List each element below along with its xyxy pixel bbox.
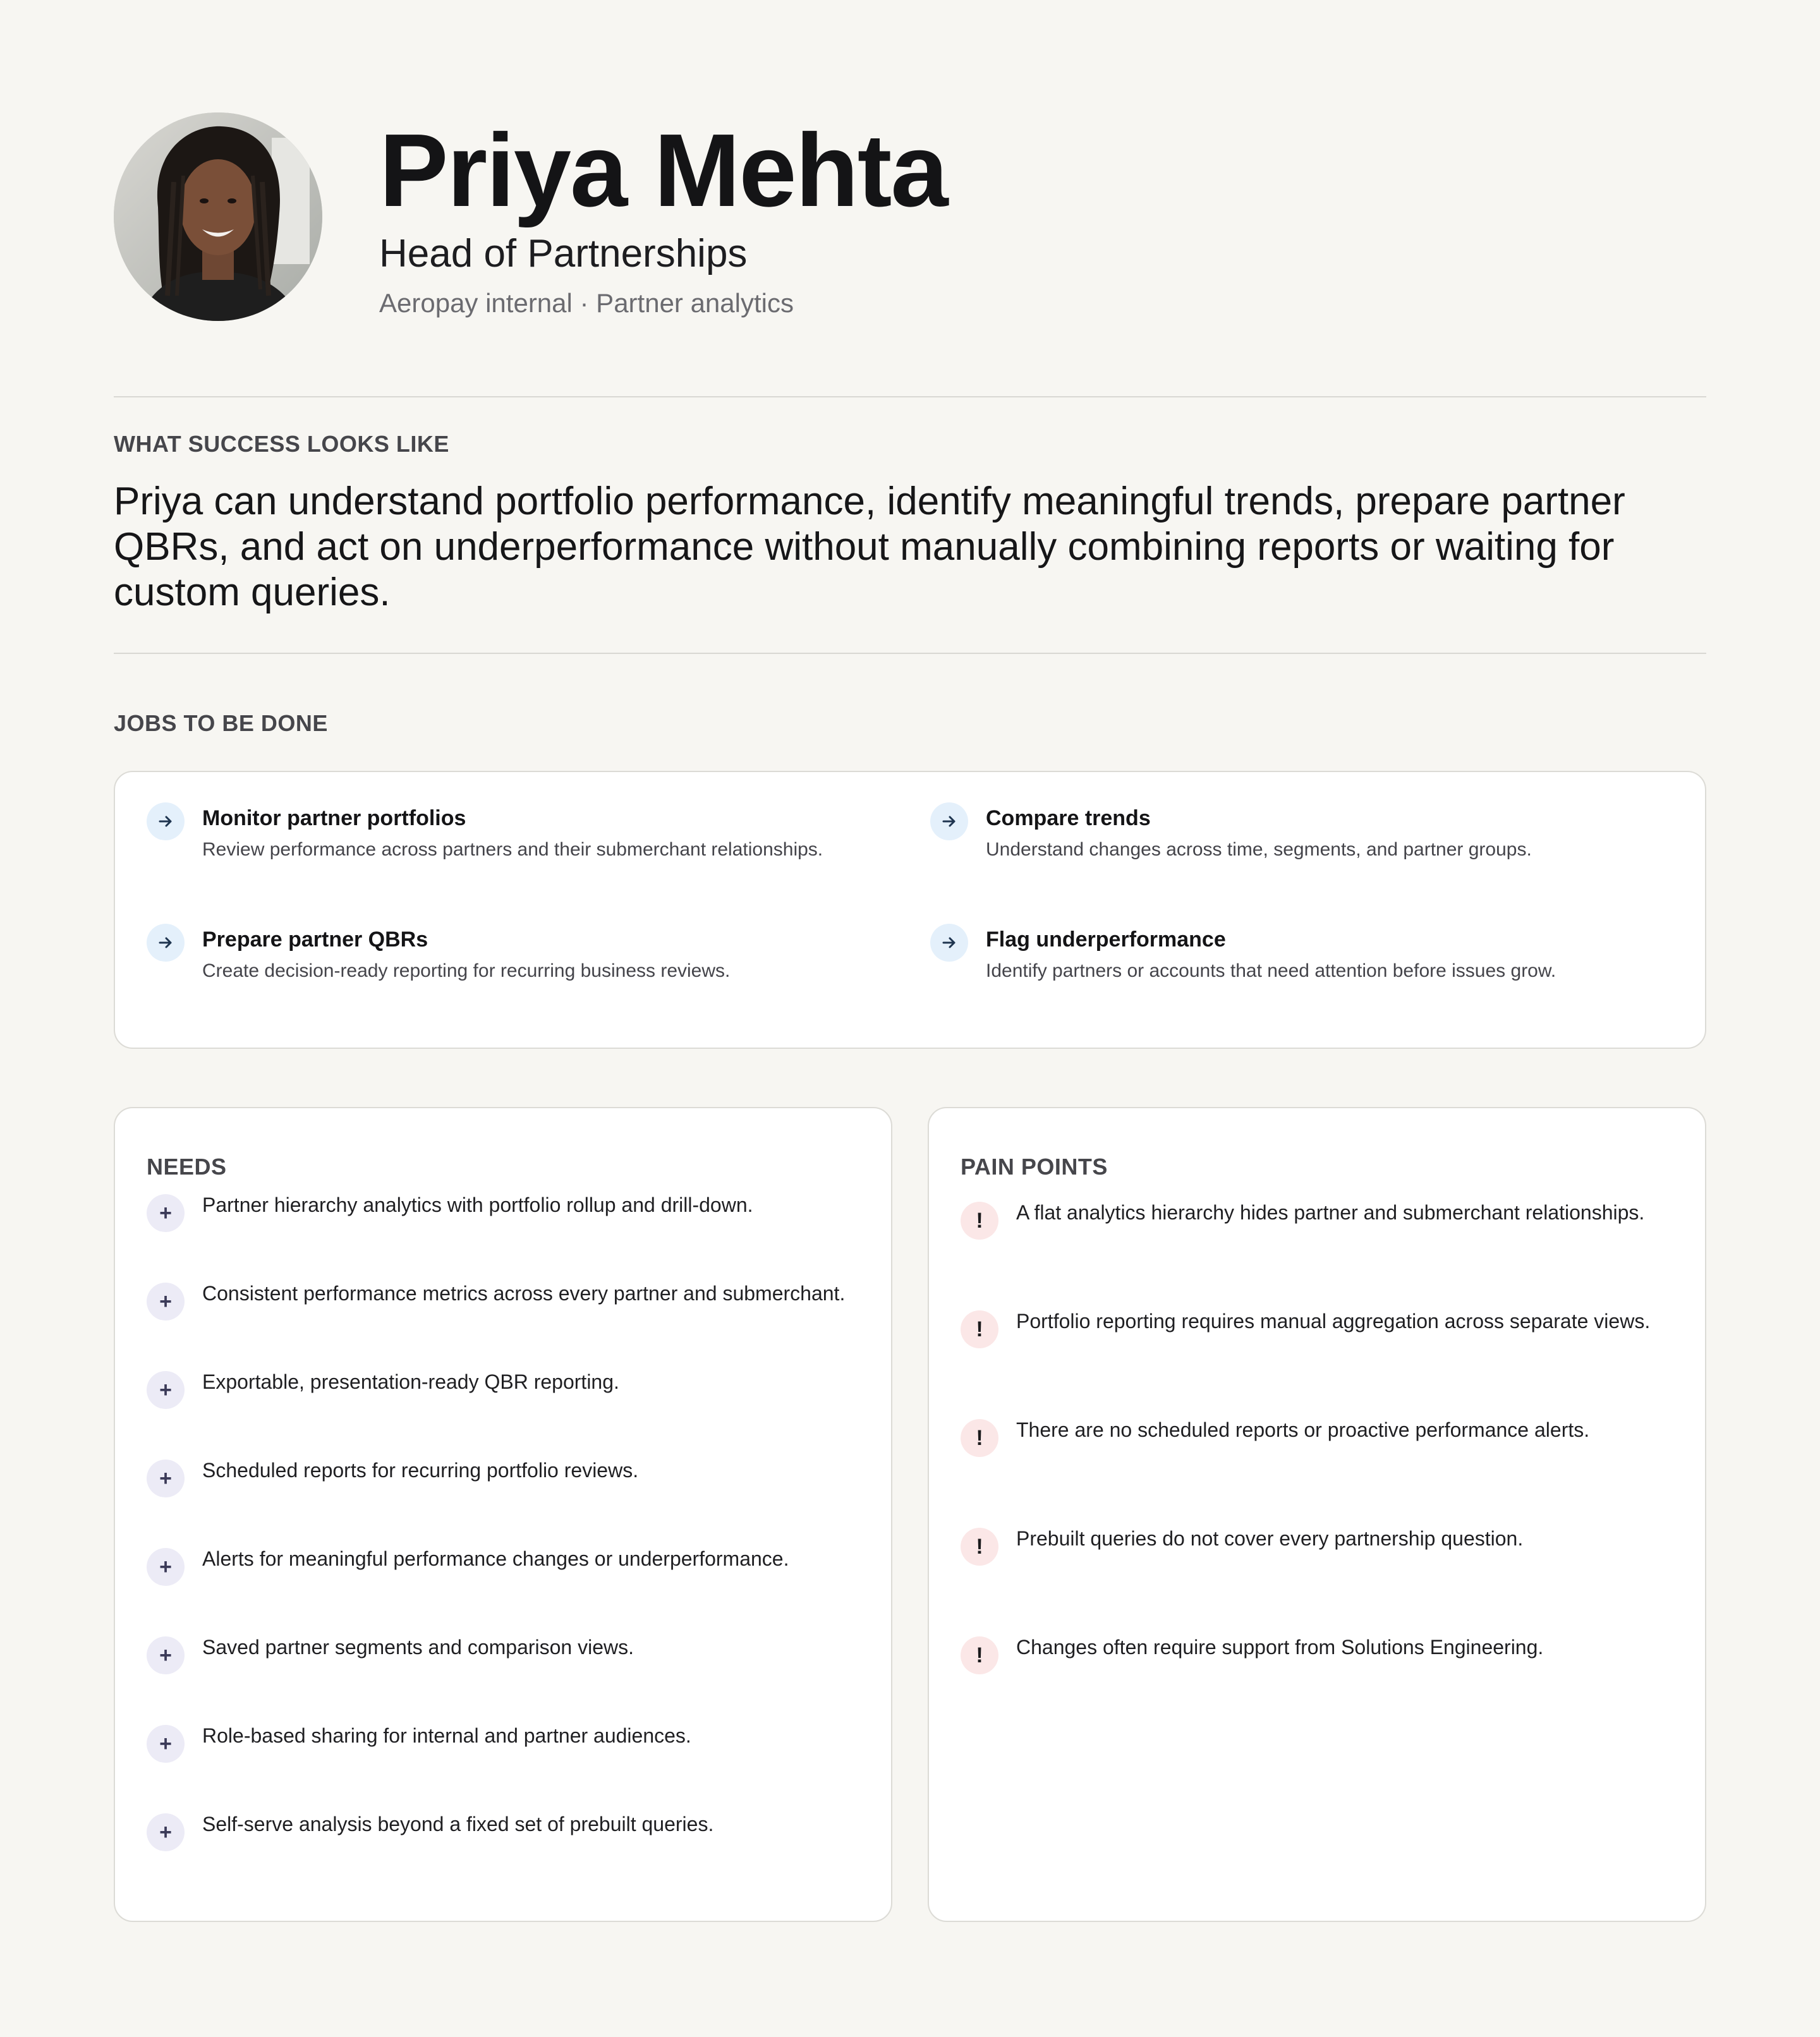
job-title: Monitor partner portfolios [202, 806, 466, 830]
plus-icon: + [147, 1725, 185, 1763]
needs-card [114, 1107, 892, 1922]
success-statement: Priya can understand portfolio performance, identify meaningful trends, prepare partner QBRs, and act on underperformance without manually combining reports or waiting for custom queries. [114, 480, 1625, 614]
plus-icon: + [147, 1460, 185, 1497]
job-title: Compare trends [986, 806, 1151, 830]
need-text: Consistent performance metrics across every partner and submerchant. [202, 1282, 846, 1305]
header-divider [114, 396, 1706, 397]
plus-icon: + [147, 1813, 185, 1851]
job-description: Review performance across partners and their submerchant relationships. [202, 839, 823, 860]
need-text: Scheduled reports for recurring portfolio reviews. [202, 1459, 639, 1482]
persona-role: Head of Partnerships [379, 232, 748, 275]
persona-org: Aeropay internal · Partner analytics [379, 288, 794, 318]
plus-icon: + [147, 1636, 185, 1674]
jobs-section-label: JOBS TO BE DONE [114, 710, 328, 736]
pain-point-text: There are no scheduled reports or proactive performance alerts. [1016, 1418, 1590, 1441]
need-text: Self-serve analysis beyond a fixed set of prebuilt queries. [202, 1813, 714, 1835]
exclamation-icon: ! [961, 1310, 998, 1348]
arrow-right-icon [147, 802, 185, 840]
job-description: Understand changes across time, segments, and partner groups. [986, 839, 1532, 860]
pain-point-text: Portfolio reporting requires manual aggregation across separate views. [1016, 1310, 1651, 1333]
pain-point-text: A flat analytics hierarchy hides partner and submerchant relationships. [1016, 1201, 1645, 1224]
success-section-label: WHAT SUCCESS LOOKS LIKE [114, 431, 449, 457]
need-text: Role-based sharing for internal and partner audiences. [202, 1724, 691, 1747]
need-text: Alerts for meaningful performance changes or underperformance. [202, 1547, 789, 1570]
success-divider [114, 653, 1706, 654]
pain-points-label: PAIN POINTS [961, 1154, 1108, 1180]
pain-point-text: Prebuilt queries do not cover every partnership question. [1016, 1527, 1524, 1550]
avatar-photo [114, 112, 322, 321]
job-description: Create decision-ready reporting for recurring business reviews. [202, 960, 731, 981]
pain-point-text: Changes often require support from Solutions Engineering. [1016, 1636, 1544, 1659]
pain-points-card [928, 1107, 1706, 1922]
jobs-card [114, 771, 1706, 1049]
exclamation-icon: ! [961, 1202, 998, 1240]
exclamation-icon: ! [961, 1419, 998, 1457]
arrow-right-icon [147, 924, 185, 962]
arrow-right-icon [930, 802, 968, 840]
plus-icon: + [147, 1283, 185, 1321]
job-title: Prepare partner QBRs [202, 928, 428, 952]
exclamation-icon: ! [961, 1636, 998, 1674]
need-text: Partner hierarchy analytics with portfolio rollup and drill-down. [202, 1194, 753, 1216]
exclamation-icon: ! [961, 1528, 998, 1566]
arrow-right-icon [930, 924, 968, 962]
persona-name: Priya Mehta [379, 112, 947, 228]
job-description: Identify partners or accounts that need attention before issues grow. [986, 960, 1556, 981]
plus-icon: + [147, 1194, 185, 1232]
need-text: Saved partner segments and comparison views. [202, 1636, 634, 1659]
plus-icon: + [147, 1548, 185, 1586]
job-title: Flag underperformance [986, 928, 1226, 952]
need-text: Exportable, presentation-ready QBR reporting. [202, 1370, 619, 1393]
needs-label: NEEDS [147, 1154, 227, 1180]
avatar [114, 112, 322, 321]
plus-icon: + [147, 1371, 185, 1409]
